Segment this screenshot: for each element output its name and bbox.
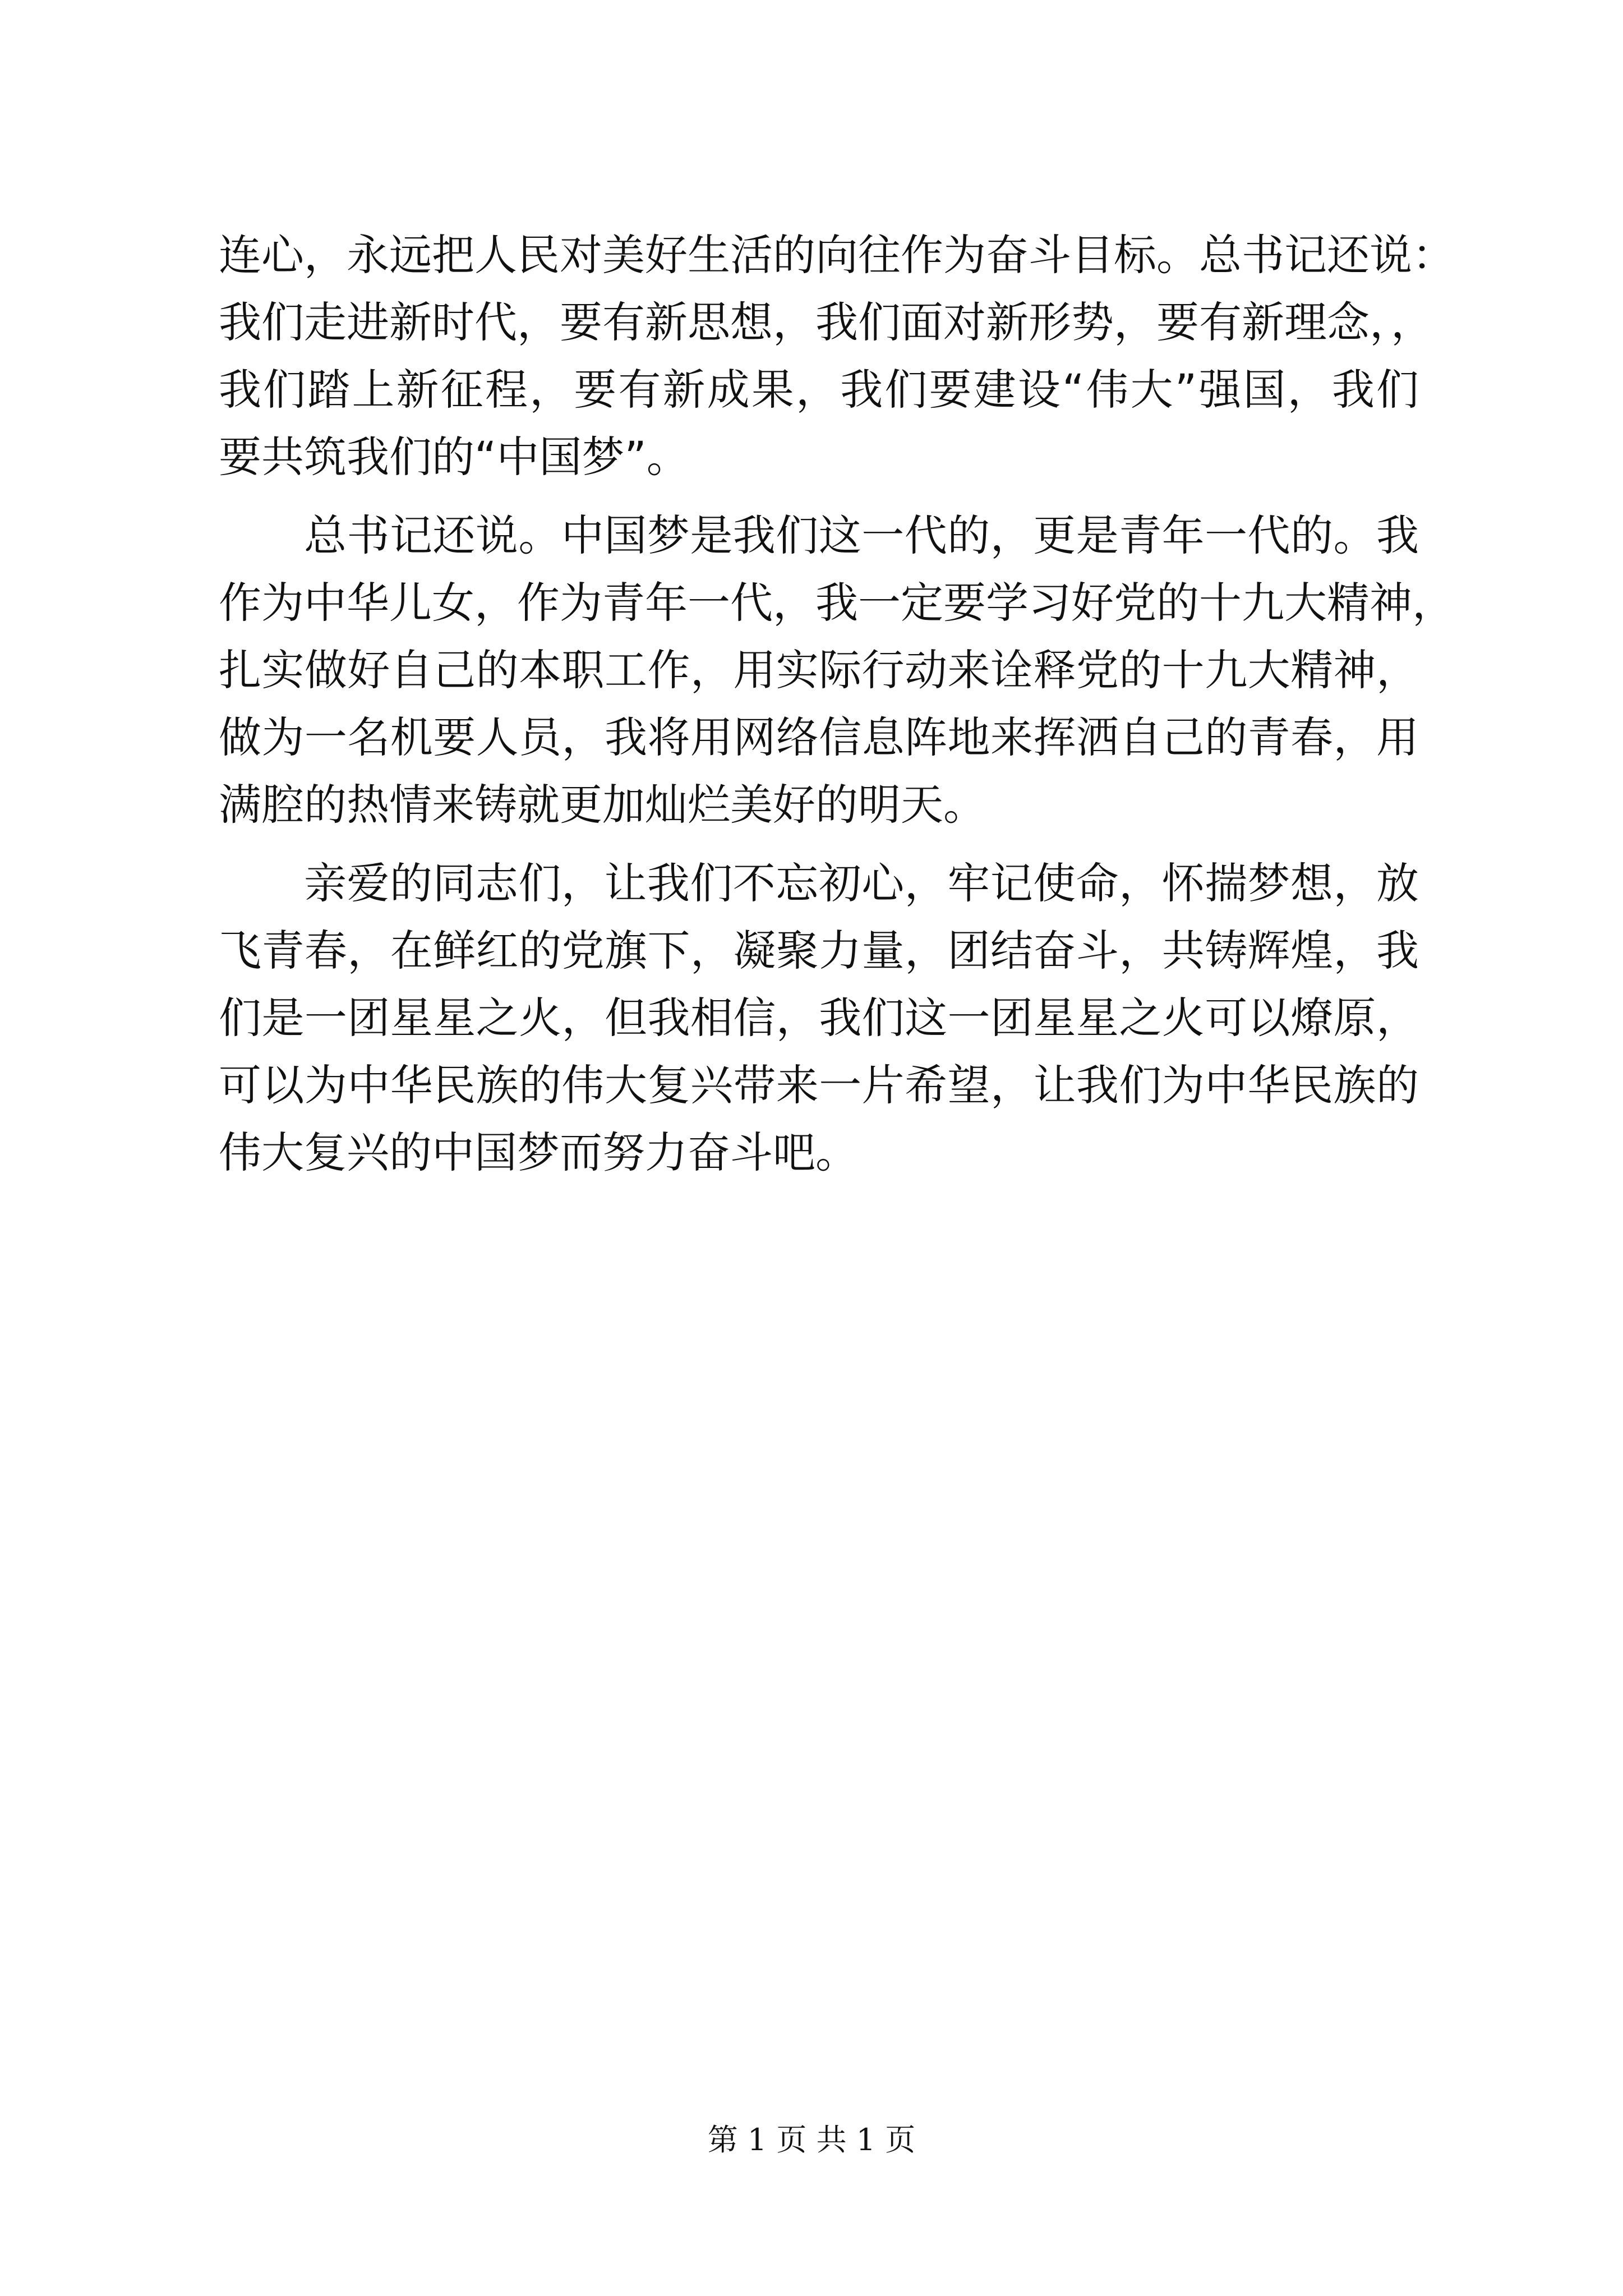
text-line: 们是一团星星之火，但我相信，我们这一团星星之火可以燎原，: [219, 993, 1419, 1043]
text-line: 连心，永远把人民对美好生活的向往作为奋斗目标。总书记还说：: [219, 230, 1455, 280]
paragraph-1: [219, 222, 1455, 491]
paragraph-3: [219, 850, 1419, 1186]
text-line: 作为中华儿女，作为青年一代，我一定要学习好党的十九大精神，: [219, 578, 1455, 628]
page-footer: 第 1 页 共 1 页: [707, 2122, 916, 2157]
text-line: 要共筑我们的“中国梦”。: [219, 432, 689, 482]
text-line: 亲爱的同志们，让我们不忘初心，牢记使命，怀揣梦想，放: [304, 858, 1419, 908]
document-body: [219, 222, 1455, 1198]
text-line: 我们走进新时代，要有新思想，我们面对新形势，要有新理念，，: [219, 297, 1433, 347]
paragraph-2: [219, 502, 1455, 839]
text-line: 做为一名机要人员，我将用网络信息阵地来挥洒自己的青春，用: [219, 712, 1419, 762]
text-line: 可以为中华民族的伟大复兴带来一片希望，让我们为中华民族的: [219, 1060, 1419, 1110]
text-line: 扎实做好自己的本职工作，用实际行动来诠释党的十九大精神，: [219, 645, 1419, 695]
text-line: 我们踏上新征程，要有新成果，我们要建设“伟大”强国，我们: [219, 365, 1419, 415]
text-line: 总书记还说。中国梦是我们这一代的，更是青年一代的。我: [304, 510, 1419, 560]
text-line: 飞青春，在鲜红的党旗下，凝聚力量，团结奋斗，共铸辉煌，我: [219, 926, 1419, 976]
text-line: 满腔的热情来铸就更加灿烂美好的明天。: [219, 780, 986, 830]
text-line: 伟大复兴的中国梦而努力奋斗吧。: [219, 1128, 858, 1177]
